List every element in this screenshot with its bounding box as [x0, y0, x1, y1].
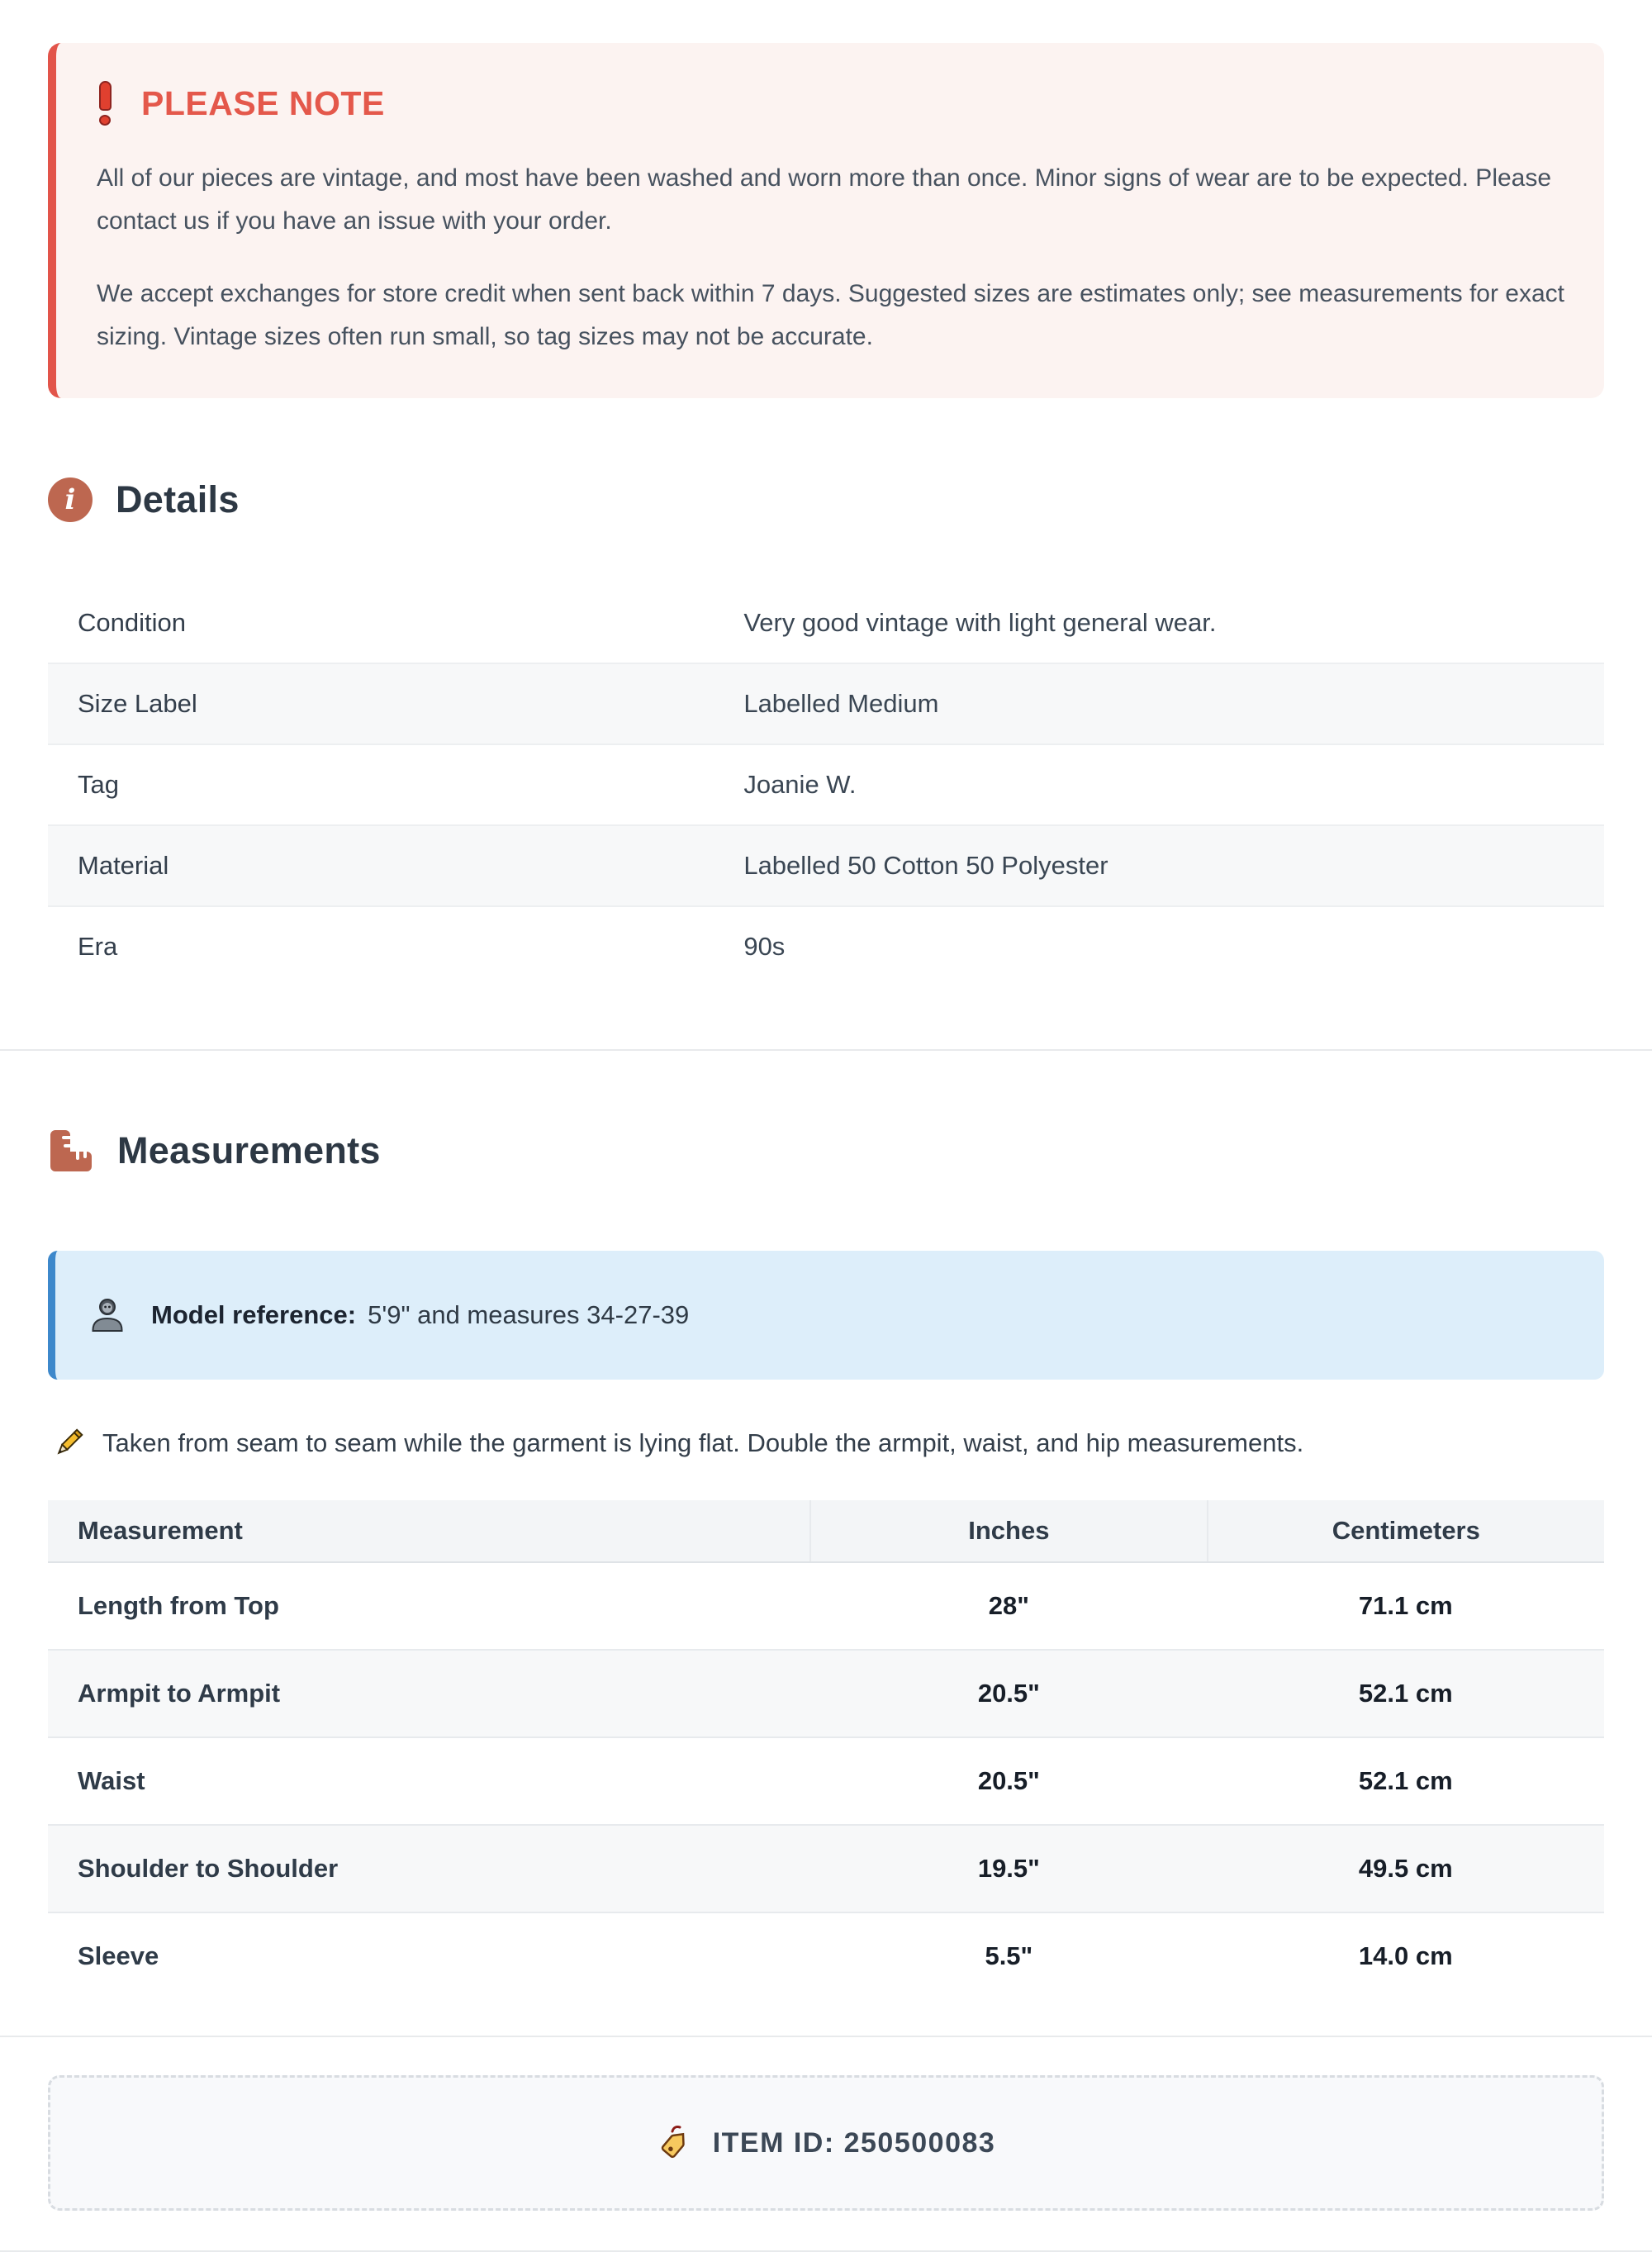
table-row-length-from-top	[48, 1562, 1604, 1650]
model-reference-value: 5'9" and measures 34-27-39	[368, 1300, 690, 1329]
model-reference-label: Model reference:	[151, 1300, 357, 1329]
column-header-inches: Inches	[810, 1500, 1207, 1562]
note-title-row	[97, 79, 1564, 127]
measurement-cm: 52.1 cm	[1358, 1766, 1453, 1795]
tag-icon	[657, 2124, 695, 2162]
ruler-icon	[48, 1128, 94, 1174]
measurements-header-row	[48, 1500, 1604, 1562]
measurement-inches: 28"	[988, 1591, 1029, 1620]
measurements-heading: Measurements	[117, 1129, 381, 1171]
please-note-box	[48, 43, 1604, 398]
pencil-icon	[51, 1426, 86, 1461]
measurement-cm: 52.1 cm	[1358, 1679, 1453, 1708]
details-value: Labelled Medium	[743, 689, 939, 718]
details-row-condition	[48, 583, 1604, 663]
details-value: 90s	[743, 932, 786, 961]
bust-icon	[88, 1296, 126, 1334]
measurement-label: Sleeve	[78, 1941, 159, 1970]
table-row-armpit-to-armpit	[48, 1650, 1604, 1737]
measurement-inches: 19.5"	[977, 1854, 1040, 1883]
details-row-era	[48, 905, 1604, 986]
note-paragraph-1: All of our pieces are vintage, and most have been washed and worn more than once. Minor signs of wear are to be expected. Please contact us if you have an issue with your order.	[97, 164, 1552, 235]
measurement-inches: 20.5"	[977, 1679, 1040, 1708]
column-header-centimeters: Centimeters	[1208, 1500, 1604, 1562]
model-reference-text	[151, 1296, 689, 1334]
measurement-inches: 20.5"	[977, 1766, 1040, 1795]
details-label: Condition	[78, 608, 186, 637]
details-section-heading	[48, 476, 1604, 524]
measurement-method-note	[51, 1424, 1604, 1462]
details-table	[48, 583, 1604, 986]
measurement-label: Shoulder to Shoulder	[78, 1854, 339, 1883]
details-row-size-label	[48, 663, 1604, 744]
details-label: Tag	[78, 770, 119, 799]
info-icon: i	[48, 477, 93, 522]
table-row-shoulder-to-shoulder	[48, 1825, 1604, 1912]
column-header-measurement: Measurement	[48, 1500, 810, 1562]
measurement-inches: 5.5"	[985, 1941, 1033, 1970]
details-label: Size Label	[78, 689, 197, 718]
model-reference-box	[48, 1251, 1604, 1380]
details-value: Labelled 50 Cotton 50 Polyester	[743, 851, 1108, 880]
details-label: Material	[78, 851, 169, 880]
details-heading: Details	[116, 478, 240, 520]
details-label: Era	[78, 932, 118, 961]
section-divider	[0, 1049, 1652, 1051]
measurements-table	[48, 1500, 1604, 1999]
measurement-label: Length from Top	[78, 1591, 279, 1620]
measurement-label: Armpit to Armpit	[78, 1679, 281, 1708]
table-row-waist	[48, 1737, 1604, 1825]
measurement-method-text: Taken from seam to seam while the garment is lying flat. Double the armpit, waist, and hip measurements.	[102, 1428, 1304, 1457]
measurement-cm: 49.5 cm	[1358, 1854, 1453, 1883]
measurement-label: Waist	[78, 1766, 145, 1795]
product-detail-page	[0, 43, 1652, 2252]
item-id-box	[48, 2075, 1604, 2211]
note-title: PLEASE NOTE	[141, 83, 385, 122]
section-divider	[0, 2036, 1652, 2037]
details-row-tag	[48, 744, 1604, 824]
item-id-text: ITEM ID: 250500083	[712, 2126, 996, 2159]
details-row-material	[48, 824, 1604, 905]
table-row-sleeve	[48, 1912, 1604, 1999]
measurements-section-heading	[48, 1127, 1604, 1175]
details-value: Joanie W.	[743, 770, 857, 799]
measurement-cm: 71.1 cm	[1358, 1591, 1453, 1620]
details-value: Very good vintage with light general wear.	[743, 608, 1217, 637]
measurement-cm: 14.0 cm	[1358, 1941, 1453, 1970]
note-paragraph-2: We accept exchanges for store credit when sent back within 7 days. Suggested sizes are estimates only; see measurements for exact sizing. Vintage sizes often run small, so tag sizes may not be accurate.	[97, 280, 1565, 350]
exclamation-icon	[97, 81, 113, 126]
